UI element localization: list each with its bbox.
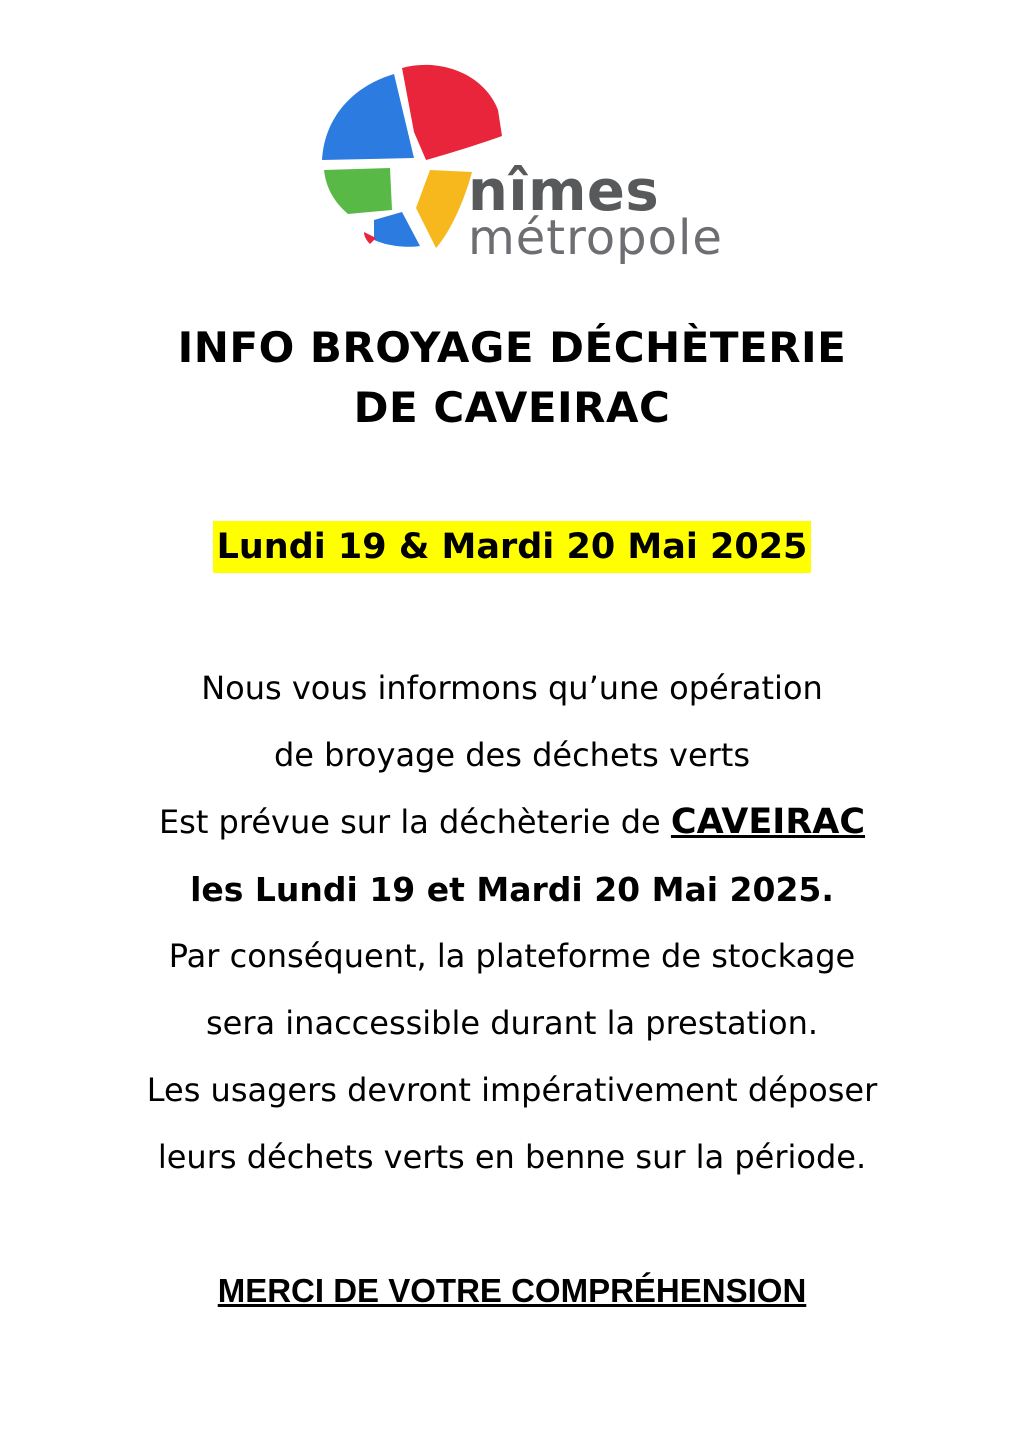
body-line-3-place: CAVEIRAC xyxy=(670,802,866,842)
body-line-4-dates: les Lundi 19 et Mardi 20 Mai 2025. xyxy=(190,870,834,909)
body-line-8: leurs déchets verts en benne sur la période. xyxy=(157,1138,867,1176)
notice-title xyxy=(0,318,1024,438)
body-line-6: sera inaccessible durant la prestation. xyxy=(205,1004,819,1042)
logo-blue-segment xyxy=(322,74,414,160)
body-line-2: de broyage des déchets verts xyxy=(273,736,751,774)
body-line-3 xyxy=(0,789,1024,856)
date-highlight-text: Lundi 19 & Mardi 20 Mai 2025 xyxy=(213,521,812,573)
logo-blue-bottom-segment xyxy=(374,212,420,247)
nimes-metropole-logo xyxy=(318,62,748,272)
body-line-7: Les usagers devront impérativement déposer xyxy=(146,1071,878,1109)
title-line-1: INFO BROYAGE DÉCHÈTERIE xyxy=(177,323,847,372)
logo-green-segment xyxy=(324,168,392,214)
body-line-3-prefix: Est prévue sur la déchèterie de xyxy=(158,803,671,841)
logo-wordmark-metropole: métropole xyxy=(468,210,723,266)
body-line-5: Par conséquent, la plateforme de stockage xyxy=(168,937,856,975)
date-banner xyxy=(0,521,1024,573)
thank-you-footer: MERCI DE VOTRE COMPRÉHENSION xyxy=(217,1272,807,1309)
notice-body xyxy=(0,655,1024,1191)
logo-yellow-segment xyxy=(416,170,472,248)
logo-wordmark-nimes: nîmes xyxy=(468,159,660,224)
logo-red-segment xyxy=(402,65,502,160)
body-line-1: Nous vous informons qu’une opération xyxy=(201,669,823,707)
title-line-2: DE CAVEIRAC xyxy=(353,383,671,432)
